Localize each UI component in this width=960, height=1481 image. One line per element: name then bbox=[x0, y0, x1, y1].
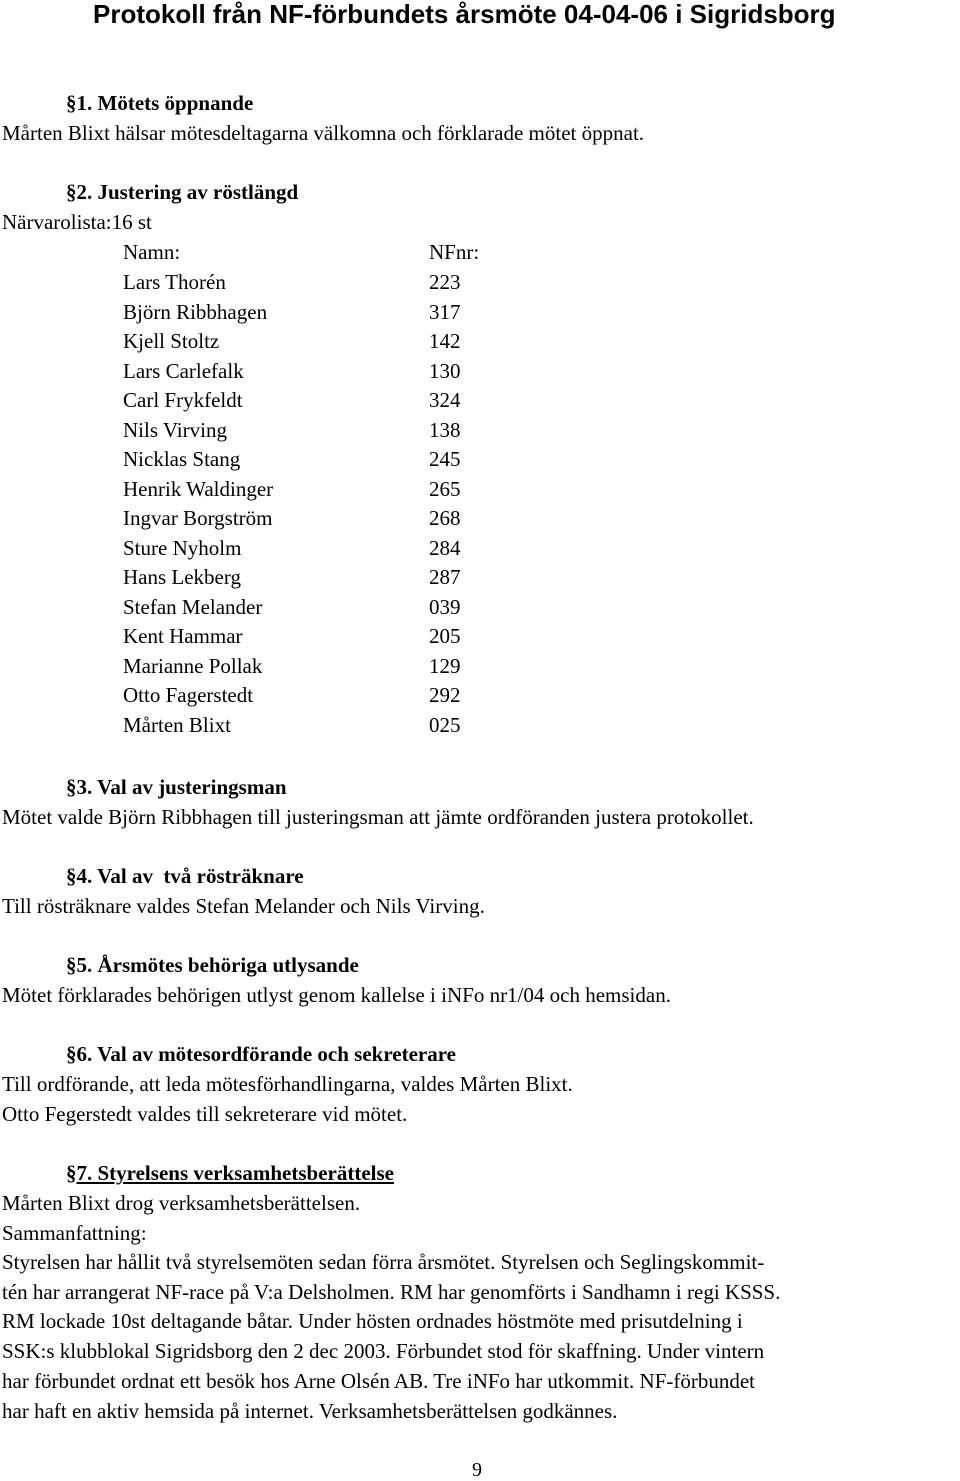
section-sign: § bbox=[66, 1042, 77, 1066]
page-number: 9 bbox=[472, 1459, 482, 1481]
section-3-text: Mötet valde Björn Ribbhagen till justeringsman att jämte ordföranden justera protokollet. bbox=[2, 805, 754, 829]
member-name: Kjell Stoltz bbox=[123, 329, 220, 353]
member-name: Henrik Waldinger bbox=[123, 476, 274, 501]
member-name: Marianne Pollak bbox=[123, 653, 263, 678]
section-1-title: 1. Mötets öppnande bbox=[76, 91, 254, 115]
member-name: Ingvar Borgström bbox=[123, 506, 273, 530]
member-nfnr: 265 bbox=[429, 476, 461, 501]
section-sign: § bbox=[66, 91, 77, 115]
section-1-heading bbox=[66, 93, 253, 114]
member-nfnr: 129 bbox=[429, 653, 461, 678]
name-column-header: Namn: bbox=[123, 240, 181, 264]
member-nfnr: 130 bbox=[429, 358, 461, 383]
section-6-title: 6. Val av mötesordförande och sekreterare bbox=[76, 1042, 456, 1066]
section-7-text-line: tén har arrangerat NF-race på V:a Delsholmen. RM har genomförts i Sandhamn i regi KSSS. bbox=[2, 1279, 781, 1304]
section-6-heading bbox=[66, 1044, 456, 1065]
section-7-text-line: har förbundet ordnat ett besök hos Arne Olsén AB. Tre iNFo har utkommit. NF-förbundet bbox=[2, 1369, 756, 1393]
nfnr-column-header: NFnr: bbox=[429, 240, 480, 264]
member-nfnr: 317 bbox=[429, 299, 461, 324]
section-5-title: 5. Årsmötes behöriga utlysande bbox=[76, 953, 359, 977]
section-7-text-line: SSK:s klubblokal Sigridsborg den 2 dec 2003. Förbundet stod för skaffning. Under vintern bbox=[2, 1339, 765, 1363]
section-6-text-line: Till ordförande, att leda mötesförhandlingarna, valdes Mårten Blixt. bbox=[2, 1072, 573, 1096]
section-4-heading bbox=[66, 866, 304, 887]
member-name: Nicklas Stang bbox=[123, 447, 241, 471]
member-nfnr: 039 bbox=[429, 594, 461, 619]
member-name: Lars Carlefalk bbox=[123, 358, 244, 383]
section-sign: § bbox=[66, 775, 77, 799]
attendance-count: Närvarolista:16 st bbox=[2, 210, 152, 234]
section-7-text-line: har haft en aktiv hemsida på internet. Verksamhetsberättelsen godkännes. bbox=[2, 1399, 618, 1423]
member-nfnr: 284 bbox=[429, 535, 461, 560]
section-sign: § bbox=[66, 864, 77, 888]
section-4-title: 4. Val av två rösträknare bbox=[76, 864, 304, 888]
member-nfnr: 245 bbox=[429, 447, 461, 471]
section-2-title: 2. Justering av röstlängd bbox=[76, 180, 299, 204]
member-nfnr: 205 bbox=[429, 624, 461, 648]
member-nfnr: 025 bbox=[429, 712, 461, 737]
summary-label: Sammanfattning: bbox=[2, 1220, 147, 1245]
section-2-heading bbox=[66, 182, 298, 203]
section-5-text: Mötet förklarades behörigen utlyst genom kallelse i iNFo nr1/04 och hemsidan. bbox=[2, 983, 671, 1007]
member-nfnr: 268 bbox=[429, 506, 461, 530]
section-7-text-line: RM lockade 10st deltagande båtar. Under hösten ordnades höstmöte med prisutdelning i bbox=[2, 1309, 743, 1333]
member-nfnr: 223 bbox=[429, 270, 461, 294]
section-7-heading bbox=[66, 1163, 394, 1184]
section-7-title: 7. Styrelsens verksamhetsberättelse bbox=[76, 1161, 394, 1185]
section-6-text-line: Otto Fegerstedt valdes till sekreterare vid mötet. bbox=[2, 1102, 408, 1126]
member-nfnr: 324 bbox=[429, 388, 461, 412]
member-nfnr: 292 bbox=[429, 683, 461, 707]
section-7-text-line: Mårten Blixt drog verksamhetsberättelsen. bbox=[2, 1191, 361, 1215]
member-name: Otto Fagerstedt bbox=[123, 683, 254, 707]
section-4-text: Till rösträknare valdes Stefan Melander och Nils Virving. bbox=[2, 894, 485, 918]
member-name: Carl Frykfeldt bbox=[123, 388, 243, 412]
section-7-text-line: Styrelsen har hållit två styrelsemöten sedan förra årsmötet. Styrelsen och Seglingskommit- bbox=[2, 1250, 765, 1274]
member-name: Nils Virving bbox=[123, 417, 227, 442]
section-5-heading bbox=[66, 955, 359, 976]
section-3-heading bbox=[66, 777, 287, 798]
section-sign: § bbox=[66, 180, 77, 204]
section-sign: § bbox=[66, 1161, 77, 1185]
section-3-title: 3. Val av justeringsman bbox=[76, 775, 287, 799]
section-1-text: Mårten Blixt hälsar mötesdeltagarna välkomna och förklarade mötet öppnat. bbox=[2, 121, 645, 145]
member-name: Björn Ribbhagen bbox=[123, 299, 268, 324]
member-name: Stefan Melander bbox=[123, 594, 263, 619]
member-name: Sture Nyholm bbox=[123, 535, 242, 560]
member-nfnr: 138 bbox=[429, 417, 461, 442]
member-nfnr: 287 bbox=[429, 565, 461, 589]
member-name: Lars Thorén bbox=[123, 270, 226, 294]
member-name: Kent Hammar bbox=[123, 624, 243, 648]
member-name: Hans Lekberg bbox=[123, 565, 241, 589]
document-title: Protokoll från NF-förbundets årsmöte 04-04-06 i Sigridsborg bbox=[93, 0, 836, 29]
section-sign: § bbox=[66, 953, 77, 977]
member-name: Mårten Blixt bbox=[123, 712, 231, 737]
member-nfnr: 142 bbox=[429, 329, 461, 353]
